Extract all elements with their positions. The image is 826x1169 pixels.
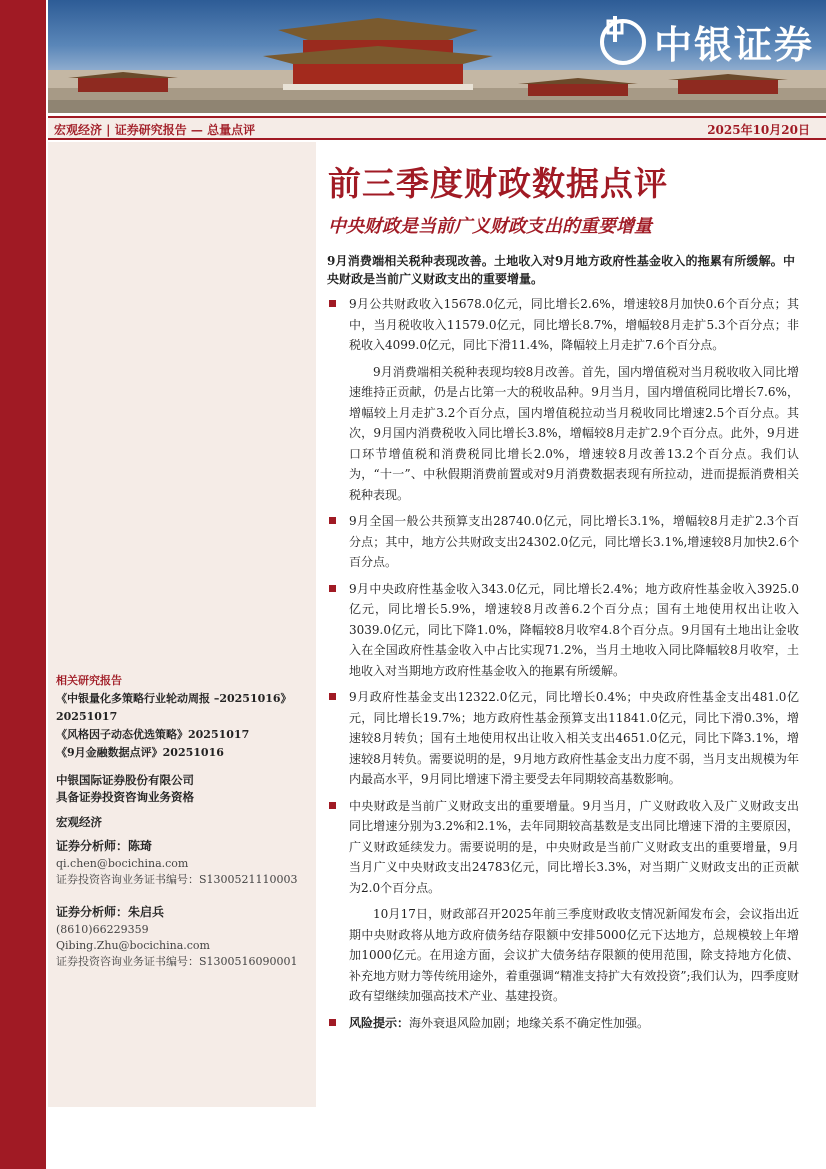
main-body — [327, 294, 799, 1039]
risk-label: 风险提示： — [349, 1015, 410, 1030]
report-date: 2025年10月20日 — [707, 123, 810, 137]
paragraph-press-conference: 10月17日，财政部召开2025年前三季度财政收支情况新闻发布会，会议指出近期中央财政将从地方政府债务结存限额中安排5000亿元下达地方，总规模较上年增加1000亿元。在用途方面，会议扩大债务结存限额的使用范围，除支持地方化债、补充地方财力等传统用途外，着重强调“精准支持扩大有效投资”;我们认为，四季度财政有望继续加强高技术产业、基建投资。 — [349, 907, 799, 1003]
summary-text: 9月消费端相关税种表现改善。土地收入对9月地方政府性基金收入的拖累有所缓解。中央财政是当前广义财政支出的重要增量。 — [327, 254, 795, 286]
related-report-link[interactable]: 《中银量化多策略行业轮动周报 –20251016》20251017 — [56, 692, 292, 723]
company-name: 中银国际证券股份有限公司 — [56, 773, 194, 787]
analyst-cert: 证券投资咨询业务证书编号：S1300516090001 — [56, 955, 298, 968]
report-category: 宏观经济 | 证券研究报告 — 总量点评 — [54, 123, 256, 137]
risk-text: 海外衰退风险加剧；地缘关系不确定性加强。 — [409, 1015, 650, 1030]
boc-logo-icon — [600, 19, 646, 65]
category-bar — [48, 116, 826, 140]
analyst-name: 证券分析师：陈琦 — [56, 839, 153, 853]
analyst-phone: (8610)66229359 — [56, 923, 149, 936]
related-reports — [56, 672, 310, 762]
analyst-name: 证券分析师：朱启兵 — [56, 905, 165, 919]
bullet-fund-expenditure: 9月政府性基金支出12322.0亿元，同比增长0.4%；中央政府性基金支出481.0亿元，同比增长19.7%；地方政府性基金预算支出11841.0亿元，同比下滑0.3%，增速较8月转负；国有土地使用权出让收入相关支出4651.0亿元，同比下降3.1%，增速较8月转负。需要说明的是，9月地方政府性基金支出力度不弱，当月支出规模为年内最高水平，9月同比增速下滑主要受去年同期较高基数影响。 — [327, 687, 799, 790]
analyst-card — [56, 838, 316, 888]
related-report-link[interactable]: 《风格因子动态优选策略》20251017 — [56, 728, 250, 741]
sector-label: 宏观经济 — [56, 815, 102, 829]
bullet-revenue: 9月公共财政收入15678.0亿元，同比增长2.6%，增速较8月加快0.6个百分点；其中，当月税收收入11579.0亿元，同比增长8.7%，增幅较8月走扩5.3个百分点；非税收入4099.0亿元，同比下滑11.4%，降幅较上月走扩7.6个百分点。 — [327, 294, 799, 356]
bullet-risk — [327, 1013, 799, 1034]
paragraph-tax: 9月消费端相关税种表现均较8月改善。首先，国内增值税对当月税收收入同比增速维持正贡献，仍是占比第一大的税收品种。9月当月，国内增值税同比增长7.6%，增幅较上月走扩3.2个百分点，国内增值税拉动当月税收同比增速2.5个百分点。其次，9月国内消费税收入同比增长3.8%，增幅较8月走扩2.9个百分点。此外，9月进口环节增值税和消费税同比增长2.0%，增速较8月改善13.2个百分点。我们认为，“十一”、中秋假期消费前置或对9月消费数据表现有所拉动，进而提振消费相关税种表现。 — [349, 364, 799, 502]
left-accent-bar — [0, 0, 46, 1169]
page-title: 前三季度财政数据点评 — [328, 164, 668, 203]
brand-name: 中银证券 — [653, 23, 814, 67]
analyst-card — [56, 904, 316, 970]
related-reports-title: 相关研究报告 — [56, 674, 122, 687]
related-report-link[interactable]: 《9月金融数据点评》20251016 — [56, 746, 224, 759]
bullet-expenditure: 9月全国一般公共预算支出28740.0亿元，同比增长3.1%，增幅较8月走扩2.3个百分点；其中，地方公共财政支出24302.0亿元，同比增长3.1%,增速较8月加快2.6个百分点。 — [327, 511, 799, 573]
company-qualification: 具备证券投资咨询业务资格 — [56, 790, 194, 804]
page-subtitle: 中央财政是当前广义财政支出的重要增量 — [328, 216, 652, 237]
bullet-fund-revenue: 9月中央政府性基金收入343.0亿元，同比增长2.4%；地方政府性基金收入3925.0亿元，同比增长5.9%，增速较8月改善6.2个百分点；国有土地使用权出让收入3039.0亿元，同比下降1.0%，降幅较8月收窄4.8个百分点。9月国有土地出让金收入在全国政府性基金收入中占比实现71.2%，当月土地收入同比降幅较8月收窄，土地收入对当期地方政府性基金收入的拖累有所缓解。 — [327, 579, 799, 682]
analyst-cert: 证券投资咨询业务证书编号：S1300521110003 — [56, 873, 298, 886]
analyst-email[interactable]: qi.chen@bocichina.com — [56, 857, 189, 870]
analyst-email[interactable]: Qibing.Zhu@bocichina.com — [56, 939, 210, 952]
bullet-central-finance: 中央财政是当前广义财政支出的重要增量。9月当月，广义财政收入及广义财政支出同比增速分别为3.2%和2.1%，去年同期较高基数是支出同比增速下滑的主要原因，广义财政延续发力。需要说明的是，中央财政是当前广义财政支出的重要增量，9月当月广义中央财政支出24783亿元，同比增长3.3%，对当期广义财政支出的正贡献为2.0个百分点。 — [327, 796, 799, 899]
company-info — [56, 772, 310, 806]
header-banner — [48, 0, 826, 113]
